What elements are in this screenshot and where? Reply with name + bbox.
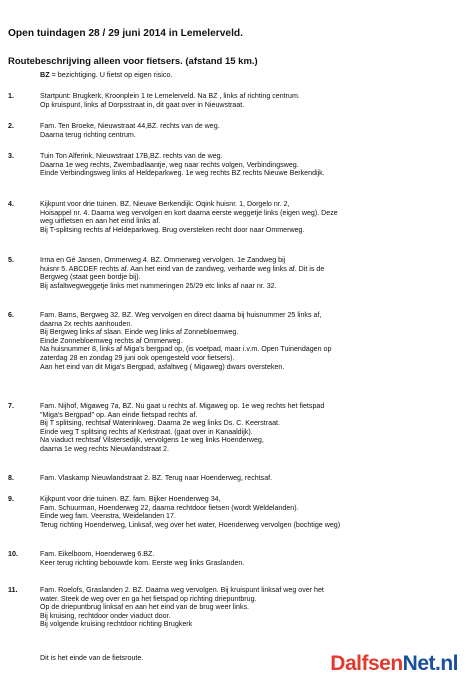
dalfsennet-watermark bbox=[330, 652, 458, 676]
step-text bbox=[40, 550, 464, 567]
route-step bbox=[8, 256, 464, 290]
step-line: Irma en Gé Jansen, Ommerweg 4. BZ. Ommerweg vervolgen. 1e Zandweg bij bbox=[40, 256, 286, 264]
route-subtitle: Routebeschrijving alleen voor fietsers. (afstand 15 km.) bbox=[8, 56, 258, 67]
step-line: Bij asfaltwegweggetje links met nummeringen 25/29 etc links af naar nr. 32. bbox=[40, 281, 277, 290]
route-step bbox=[8, 152, 464, 178]
step-line: Keer terug richting bebouwde kom. Eerste weg links Graslanden. bbox=[40, 558, 245, 567]
step-text bbox=[40, 311, 464, 371]
route-step bbox=[8, 311, 464, 371]
step-line: Einde weg fam. Veenstra, Weidelanden 17. bbox=[40, 512, 176, 521]
step-line: Fam. Roelofs, Graslanden 2. BZ. Daarna weg vervolgen. Bij kruispunt linksaf weg over het bbox=[40, 586, 324, 594]
step-line: Fam. Nijhof, Migaweg 7a, BZ. Nu gaat u rechts af. Migaweg op. 1e weg rechts het fietspad bbox=[40, 402, 325, 410]
step-text bbox=[40, 122, 464, 139]
step-line: Aan het eind van dit Miga's Bergpad, asfaltweg ( Migaweg) dwars oversteken. bbox=[40, 362, 285, 371]
step-line: Bij T-splitsing rechts af Heldeparkweg. Brug oversteken recht door naar Ommerweg. bbox=[40, 225, 305, 234]
step-line: Fam. Ten Broeke, Nieuwstraat 44,BZ. rechts van de weg. bbox=[40, 122, 220, 130]
step-line: Na huisnummer 8, links af Miga's bergpad op, (is voetpad, maar i.v.m. Open Tuinendagen op bbox=[40, 345, 332, 354]
step-number: 9. bbox=[8, 495, 14, 503]
step-line: Hoisappel nr. 4. Daarna weg vervolgen en kort daarna eerste weggetje links (eigen weg). Deze bbox=[40, 208, 338, 217]
step-line: Fam. Schuurman, Hoenderweg 22, daarna rechtdoor fietsen (wordt Weldelanden). bbox=[40, 503, 299, 512]
watermark-part3: .nl bbox=[435, 652, 458, 675]
legend-abbr: BZ bbox=[40, 70, 50, 79]
step-line: Op kruispunt, links af Dorpsstraat in, dit gaat over in Nieuwstraat. bbox=[40, 100, 245, 109]
step-number: 10. bbox=[8, 550, 18, 558]
step-line: Bij kruising, rechtdoor onder viaduct door. bbox=[40, 611, 171, 620]
step-text bbox=[40, 495, 464, 529]
watermark-part1: Dalfsen bbox=[330, 652, 403, 675]
route-ending: Dit is het einde van de fietsroute. bbox=[40, 654, 144, 662]
route-step bbox=[8, 495, 464, 529]
step-line: Bij volgende kruising rechtdoor richting Brugkerk bbox=[40, 620, 193, 629]
step-number: 1. bbox=[8, 92, 14, 100]
step-line: zaterdag 28 en zondag 29 juni ook opengesteld voor fietsers). bbox=[40, 353, 235, 362]
legend bbox=[40, 70, 172, 79]
step-line: Bij T splitsing, rechtsaf Waterinkweg. Daarna 2e weg links Ds. C. Keerstraat. bbox=[40, 419, 280, 428]
step-text bbox=[40, 474, 464, 483]
document-title: Open tuindagen 28 / 29 juni 2014 in Lemelerveld. bbox=[8, 28, 243, 39]
step-number: 5. bbox=[8, 256, 14, 264]
step-number: 8. bbox=[8, 474, 14, 482]
step-text bbox=[40, 92, 464, 109]
step-number: 3. bbox=[8, 152, 14, 160]
step-number: 2. bbox=[8, 122, 14, 130]
route-step bbox=[8, 550, 464, 567]
step-text bbox=[40, 402, 464, 454]
route-step bbox=[8, 402, 464, 454]
step-line: Daarna 1e weg rechts, Zwembadlaantje, weg naar rechts volgen, Verbindingsweg. bbox=[40, 160, 299, 169]
step-line: Einde Verbindingsweg links af Heldeparkweg. 1e weg rechts BZ rechts Nieuwe Berkendijk. bbox=[40, 169, 325, 178]
step-line: daarna 1e weg rechts Nieuwlandstraat 2. bbox=[40, 444, 169, 453]
step-number: 6. bbox=[8, 311, 14, 319]
route-step bbox=[8, 586, 464, 629]
route-step bbox=[8, 122, 464, 139]
route-step bbox=[8, 92, 464, 109]
step-line: daarna 2x rechts aanhouden. bbox=[40, 319, 133, 328]
step-line: water. Steek de weg over en ga het fietspad op richting driepuntbrug. bbox=[40, 594, 257, 603]
step-text bbox=[40, 256, 464, 290]
step-line: Bij Bergweg links af slaan. Einde weg links af Zonnebloemweg. bbox=[40, 328, 239, 337]
step-text bbox=[40, 152, 464, 178]
step-line: Bergweg (staat geen bordje bij). bbox=[40, 273, 141, 282]
step-line: Tuin Ton Alferink, Nieuwstraat 17B,BZ. rechts van de weg. bbox=[40, 152, 223, 160]
step-line: Terug richting Hoenderweg, Linksaf, weg over het water, Hoenderweg vervolgen (bochtige weg) bbox=[40, 520, 341, 529]
step-text bbox=[40, 200, 464, 234]
step-number: 4. bbox=[8, 200, 14, 208]
step-line: "Miga's Bergpad" op. Aan einde fietspad rechts af. bbox=[40, 410, 198, 419]
step-line: Einde Zonnebloemweg rechts af Ommerweg. bbox=[40, 336, 183, 345]
step-line: Startpunt: Brugkerk, Kroonplein 1 te Lemelerveld. Na BZ , links af richting centrum. bbox=[40, 92, 300, 100]
route-step bbox=[8, 200, 464, 234]
step-line: Na viaduct rechtsaf Vilstersedijk, vervolgens 1e weg links Hoenderweg, bbox=[40, 436, 264, 445]
step-line: Fam. Vlaskamp Nieuwlandstraat 2. BZ. Terug naar Hoenderweg, rechtsaf. bbox=[40, 474, 273, 482]
step-text bbox=[40, 586, 464, 629]
step-line: Daarna terug richting centrum. bbox=[40, 130, 136, 139]
step-line: huisnr 5. ABCDEF rechts af. Aan het eind van de zandweg, verharde weg links af. Dit is de bbox=[40, 264, 325, 273]
step-line: Fam. Bams, Bergweg 32. BZ. Weg vervolgen en direct daarna bij huisnummer 25 links af, bbox=[40, 311, 322, 319]
watermark-part2: Net bbox=[402, 652, 435, 675]
step-line: Kijkpunt voor drie tuinen. BZ. Nieuwe Berkendijk: Oqink huisnr. 1, Dorgelo nr. 2, bbox=[40, 200, 290, 208]
step-line: Fam. Eikelboom, Hoenderweg 6.BZ. bbox=[40, 550, 155, 558]
step-line: Kijkpunt voor drie tuinen. BZ. fam. Bijker Hoenderweg 34, bbox=[40, 495, 221, 503]
route-step bbox=[8, 474, 464, 483]
step-number: 7. bbox=[8, 402, 14, 410]
step-line: Op de driepuntbrug linksaf en aan het eind van de brug weer links. bbox=[40, 603, 250, 612]
legend-text: = bezichtiging. U fietst op eigen risico. bbox=[49, 70, 173, 79]
step-number: 11. bbox=[8, 586, 18, 594]
step-line: Einde weg T splitsing rechts af Kerkstraat. (gaat over in Kanaaldijk). bbox=[40, 427, 253, 436]
step-line: weg uitfietsen en aan het eind links af. bbox=[40, 217, 161, 226]
